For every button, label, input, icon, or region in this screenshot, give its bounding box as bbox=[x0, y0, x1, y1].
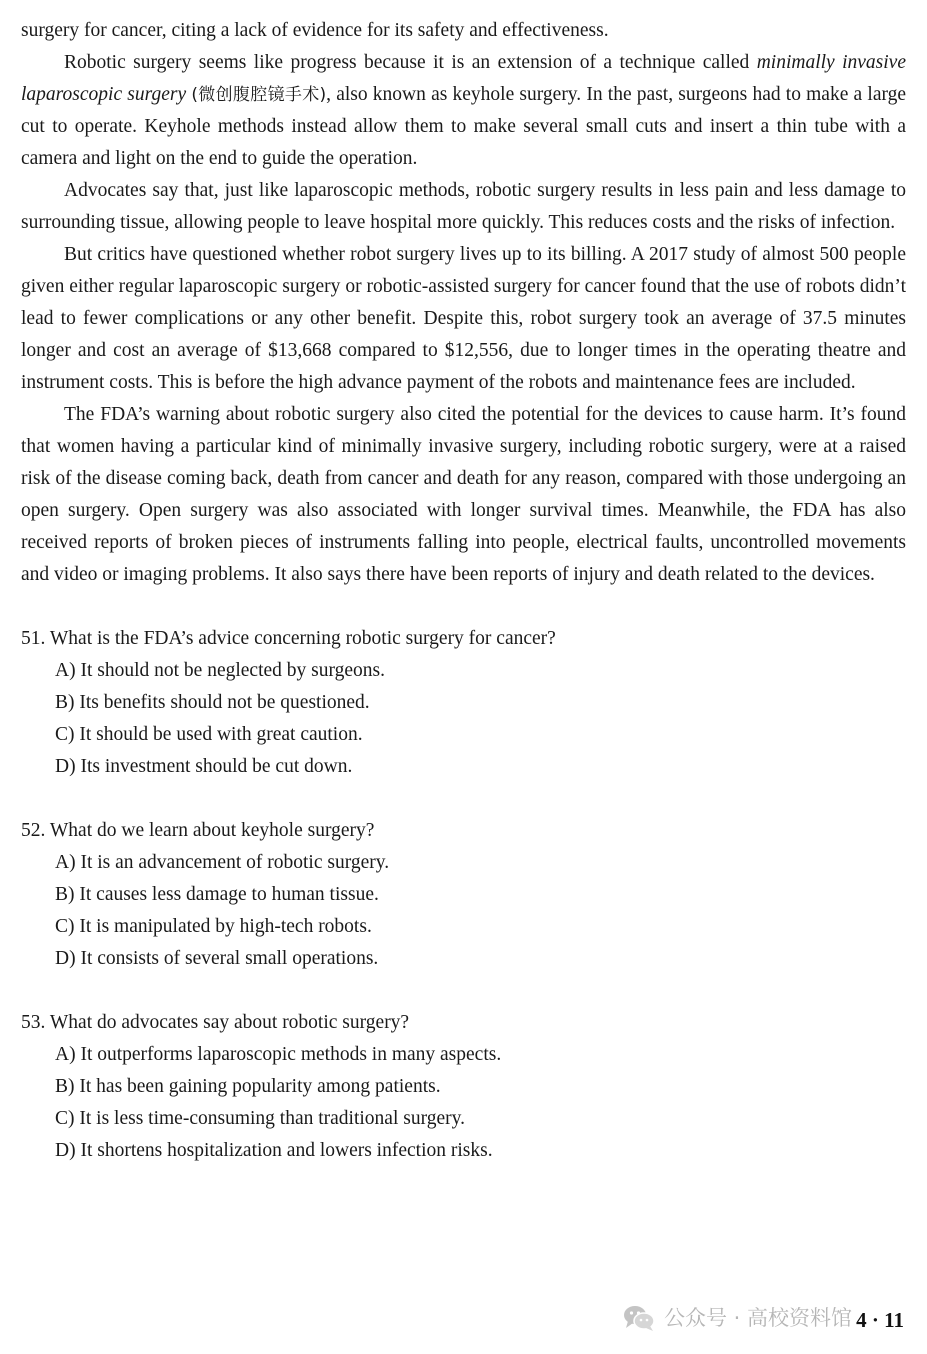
passage-paragraph-1 bbox=[21, 47, 906, 175]
wechat-icon bbox=[622, 1303, 656, 1333]
answer-option: B) It causes less damage to human tissue. bbox=[55, 884, 379, 905]
question-stem: 51. What is the FDA’s advice concerning robotic surgery for cancer? bbox=[21, 628, 556, 649]
answer-option: B) It has been gaining popularity among patients. bbox=[55, 1076, 441, 1097]
watermark-text: 公众号 · 高校资料馆 bbox=[664, 1306, 853, 1330]
question-52 bbox=[21, 815, 906, 975]
question-stem: 52. What do we learn about keyhole surgery? bbox=[21, 820, 375, 841]
answer-options bbox=[21, 1039, 906, 1167]
answer-option: D) Its investment should be cut down. bbox=[55, 756, 353, 777]
paragraph-1-text-a: Robotic surgery seems like progress because it is an extension of a technique called bbox=[64, 52, 757, 73]
question-stem: 53. What do advocates say about robotic surgery? bbox=[21, 1012, 410, 1033]
passage-paragraph-2: Advocates say that, just like laparoscopic methods, robotic surgery results in less pain and less damage to surrounding tissue, allowing people to leave hospital more quickly. This reduces costs and the risks of infection. bbox=[21, 180, 906, 233]
paragraph-1-term: minimally invasive laparoscopic surgery bbox=[21, 52, 906, 105]
document-page bbox=[21, 15, 906, 1167]
answer-option: A) It is an advancement of robotic surgery. bbox=[55, 852, 390, 873]
watermark bbox=[622, 1302, 852, 1334]
answer-option: A) It should not be neglected by surgeons. bbox=[55, 660, 385, 681]
passage-paragraph-0: surgery for cancer, citing a lack of evidence for its safety and effectiveness. bbox=[21, 20, 609, 41]
page-number: 4 · 11 bbox=[856, 1308, 904, 1332]
paragraph-1-text-b: , also known as keyhole surgery. In the past, surgeons had to make a large cut to operate. Keyhole methods instead allow them to make several small cuts and insert a thin tube with a camera and light on the end to guide the operation. bbox=[21, 84, 907, 169]
answer-option: B) Its benefits should not be questioned. bbox=[55, 692, 370, 713]
answer-option: D) It consists of several small operations. bbox=[55, 948, 379, 969]
answer-options bbox=[21, 847, 906, 975]
answer-options bbox=[21, 655, 906, 783]
answer-option: D) It shortens hospitalization and lowers infection risks. bbox=[55, 1140, 493, 1161]
passage-paragraph-3: But critics have questioned whether robot surgery lives up to its billing. A 2017 study of almost 500 people given either regular laparoscopic surgery or robotic-assisted surgery for cancer found that the use of robots didn’t lead to fewer complications or any other benefit. Despite this, robot surgery took an average of 37.5 minutes longer and cost an average of $13,668 compared to $12,556, due to longer times in the operating theatre and instrument costs. This is before the high advance payment of the robots and maintenance fees are included. bbox=[21, 244, 906, 393]
answer-option: C) It is manipulated by high-tech robots. bbox=[55, 916, 372, 937]
answer-option: C) It should be used with great caution. bbox=[55, 724, 363, 745]
paragraph-1-chinese-gloss: (微创腹腔镜手术) bbox=[191, 85, 327, 105]
answer-option: C) It is less time-consuming than traditional surgery. bbox=[55, 1108, 465, 1129]
page-footer bbox=[622, 1298, 912, 1338]
question-53 bbox=[21, 1007, 906, 1167]
passage-paragraph-4: The FDA’s warning about robotic surgery also cited the potential for the devices to cause harm. It’s found that women having a particular kind of minimally invasive surgery, including robotic surgery, were at a raised risk of the disease coming back, death from cancer and death for any reason, compared with those undergoing an open surgery. Open surgery was also associated with longer survival times. Meanwhile, the FDA has also received reports of broken pieces of instruments falling into people, electrical faults, uncontrolled movements and video or imaging problems. It also says there have been reports of injury and death related to the devices. bbox=[21, 404, 906, 585]
answer-option: A) It outperforms laparoscopic methods in many aspects. bbox=[55, 1044, 502, 1065]
question-51 bbox=[21, 623, 906, 783]
